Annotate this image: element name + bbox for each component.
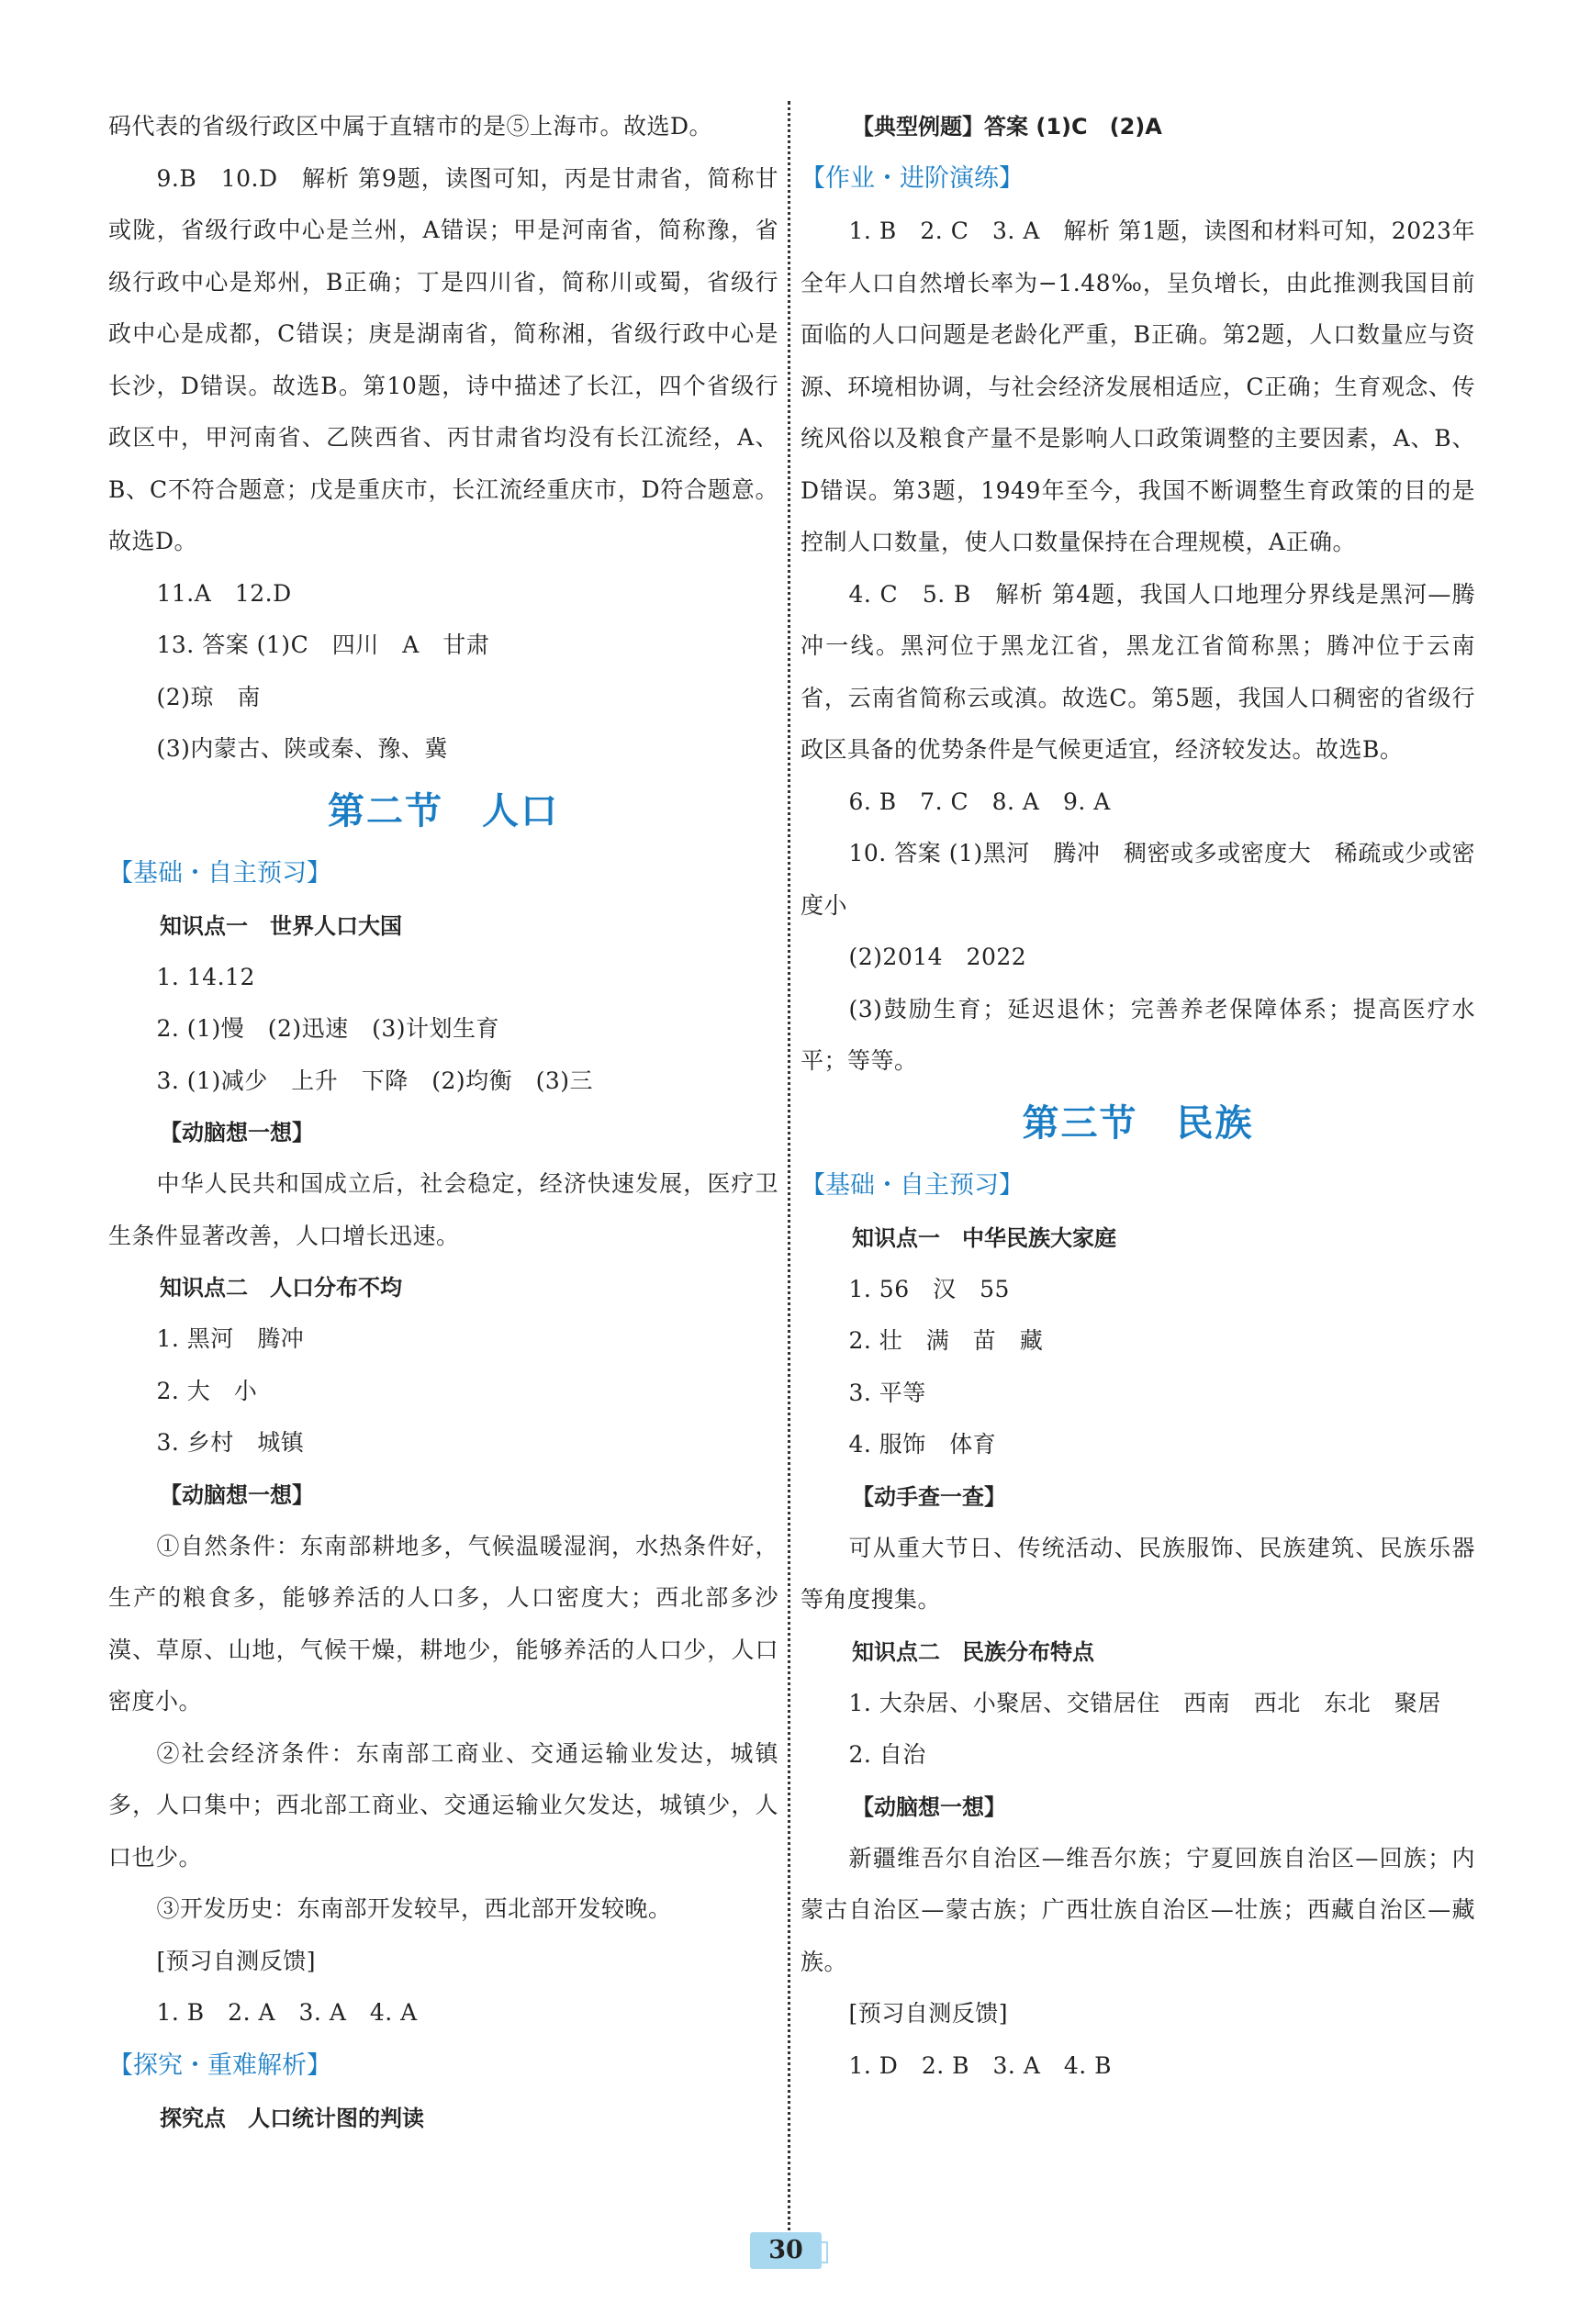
answer-line: 2. 大 小 xyxy=(156,1377,258,1404)
think-text: ③开发历史：东南部开发较早，西北部开发较晚。 xyxy=(156,1895,672,1922)
knowledge-point-heading: 知识点一 世界人口大国 xyxy=(160,912,402,939)
answer-line: 3. (1)减少 上升 下降 (2)均衡 (3)三 xyxy=(156,1067,594,1094)
answer-line: 2. 壮 满 苗 藏 xyxy=(848,1327,1044,1354)
knowledge-point-heading: 知识点二 民族分布特点 xyxy=(852,1638,1094,1665)
answer-paragraph: 码代表的省级行政区中属于直辖市的是⑤上海市。故选D。 xyxy=(108,113,713,140)
column-divider xyxy=(788,101,790,2249)
answer-paragraph: 9.B 10.D 解析 第9题，读图可知，丙是甘肃省，简称甘或陇，省级行政中心是兰州，A错误；甲是河南省，简称豫，省级行政中心是郑州，B正确；丁是四川省，简称川或蜀，省级行政中心是成都，C错误；庚是湖南省，简称湘，省级行政中心是长沙，D错误。故选B。第10题，诗中描述了长江，四个省级行政区中，甲河南省、乙陕西省、丙甘肃省均没有长江流经，A、B、C不符合题意；戊是重庆市，长江流经重庆市，D符合题意。故选D。 xyxy=(108,164,778,554)
answer-line: 2. (1)慢 (2)迅速 (3)计划生育 xyxy=(156,1015,500,1042)
section-title: 第三节 民族 xyxy=(1022,1101,1254,1145)
answer-line: 11.A 12.D xyxy=(156,579,292,607)
answer-line: (2)琼 南 xyxy=(156,683,261,710)
think-text: ①自然条件：东南部耕地多，气候温暖湿润，水热条件好，生产的粮食多，能够养活的人口多，人口密度大；西北部多沙漠、草原、山地，气候干燥，耕地少，能够养活的人口少，人口密度小。 xyxy=(108,1532,778,1715)
section-header: 【基础・自主预习】 xyxy=(801,1170,1024,1200)
answer-paragraph: (3)鼓励生育；延迟退休；完善养老保障体系；提高医疗水平；等等。 xyxy=(801,995,1475,1074)
section-title: 第二节 人口 xyxy=(328,789,559,832)
think-heading: 【动脑想一想】 xyxy=(160,1481,314,1508)
right-column xyxy=(801,101,1475,2092)
answer-line: 1. 大杂居、小聚居、交错居住 西南 西北 东北 聚居 xyxy=(848,1689,1441,1716)
answer-paragraph: 10. 答案 (1)黑河 腾冲 稠密或多或密度大 稀疏或少或密度小 xyxy=(801,840,1475,919)
answer-paragraph: 1. B 2. C 3. A 解析 第1题，读图和材料可知，2023年全年人口自然增长率为−1.48‰，呈负增长，由此推测我国目前面临的人口问题是老龄化严重，B正确。第2题，人口数量应与资源、环境相协调，与社会经济发展相适应，C正确；生育观念、传统风俗以及粮食产量不是影响人口政策调整的主要因素，A、B、D错误。第3题，1949年至今，我国不断调整生育政策的目的是控制人口数量，使人口数量保持在合理规模，A正确。 xyxy=(801,218,1475,555)
page-number-text: 30 xyxy=(768,2236,803,2264)
answer-line: 3. 平等 xyxy=(848,1379,926,1406)
think-heading: 【动脑想一想】 xyxy=(852,1793,1006,1820)
page-tab-notch xyxy=(821,2241,828,2263)
feedback-heading: [预习自测反馈] xyxy=(848,2000,1009,2027)
think-text: ②社会经济条件：东南部工商业、交通运输业发达，城镇多，人口集中；西北部工商业、交通运输业欠发达，城镇少，人口也少。 xyxy=(108,1739,778,1871)
hands-on-heading: 【动手查一查】 xyxy=(852,1483,1006,1510)
answer-line: 13. 答案 (1)C 四川 A 甘肃 xyxy=(156,631,490,658)
feedback-answers: 1. B 2. A 3. A 4. A xyxy=(156,1999,418,2026)
left-column xyxy=(108,101,778,2144)
answer-line: 1. 56 汉 55 xyxy=(848,1275,1010,1302)
section-header: 【探究・重难解析】 xyxy=(108,2050,331,2080)
hands-on-text: 可从重大节日、传统活动、民族服饰、民族建筑、民族乐器等角度搜集。 xyxy=(801,1534,1475,1613)
answer-line: 1. 黑河 腾冲 xyxy=(156,1325,305,1352)
feedback-answers: 1. D 2. B 3. A 4. B xyxy=(848,2051,1113,2079)
think-text: 中华人民共和国成立后，社会稳定，经济快速发展，医疗卫生条件显著改善，人口增长迅速。 xyxy=(108,1170,778,1249)
knowledge-point-heading: 知识点二 人口分布不均 xyxy=(160,1275,402,1301)
answer-line: 4. 服饰 体育 xyxy=(848,1431,997,1458)
think-heading: 【动脑想一想】 xyxy=(160,1120,314,1145)
think-text: 新疆维吾尔自治区—维吾尔族；宁夏回族自治区—回族；内蒙古自治区—蒙古族；广西壮族自治区—壮族；西藏自治区—藏族。 xyxy=(801,1844,1475,1975)
answer-line: 3. 乡村 城镇 xyxy=(156,1429,305,1456)
answer-line: 1. 14.12 xyxy=(156,963,255,990)
feedback-heading: [预习自测反馈] xyxy=(156,1947,317,1974)
answer-line: 6. B 7. C 8. A 9. A xyxy=(848,788,1111,815)
page-number xyxy=(750,2232,822,2269)
explore-heading: 探究点 人口统计图的判读 xyxy=(160,2105,424,2131)
section-header: 【作业・进阶演练】 xyxy=(801,164,1024,193)
answer-paragraph: 4. C 5. B 解析 第4题，我国人口地理分界线是黑河—腾冲一线。黑河位于黑龙江省，黑龙江省简称黑；腾冲位于云南省，云南省简称云或滇。故选C。第5题，我国人口稠密的省级行政区具备的优势条件是气候更适宜，经济较发达。故选B。 xyxy=(801,580,1475,763)
example-answer: 【典型例题】答案 (1)C (2)A xyxy=(852,114,1162,140)
answer-line: 2. 自治 xyxy=(848,1741,926,1768)
answer-line: (2)2014 2022 xyxy=(848,944,1027,970)
section-header: 【基础・自主预习】 xyxy=(108,858,331,888)
knowledge-point-heading: 知识点一 中华民族大家庭 xyxy=(852,1224,1116,1251)
answer-line: (3)内蒙古、陕或秦、豫、冀 xyxy=(156,735,448,762)
